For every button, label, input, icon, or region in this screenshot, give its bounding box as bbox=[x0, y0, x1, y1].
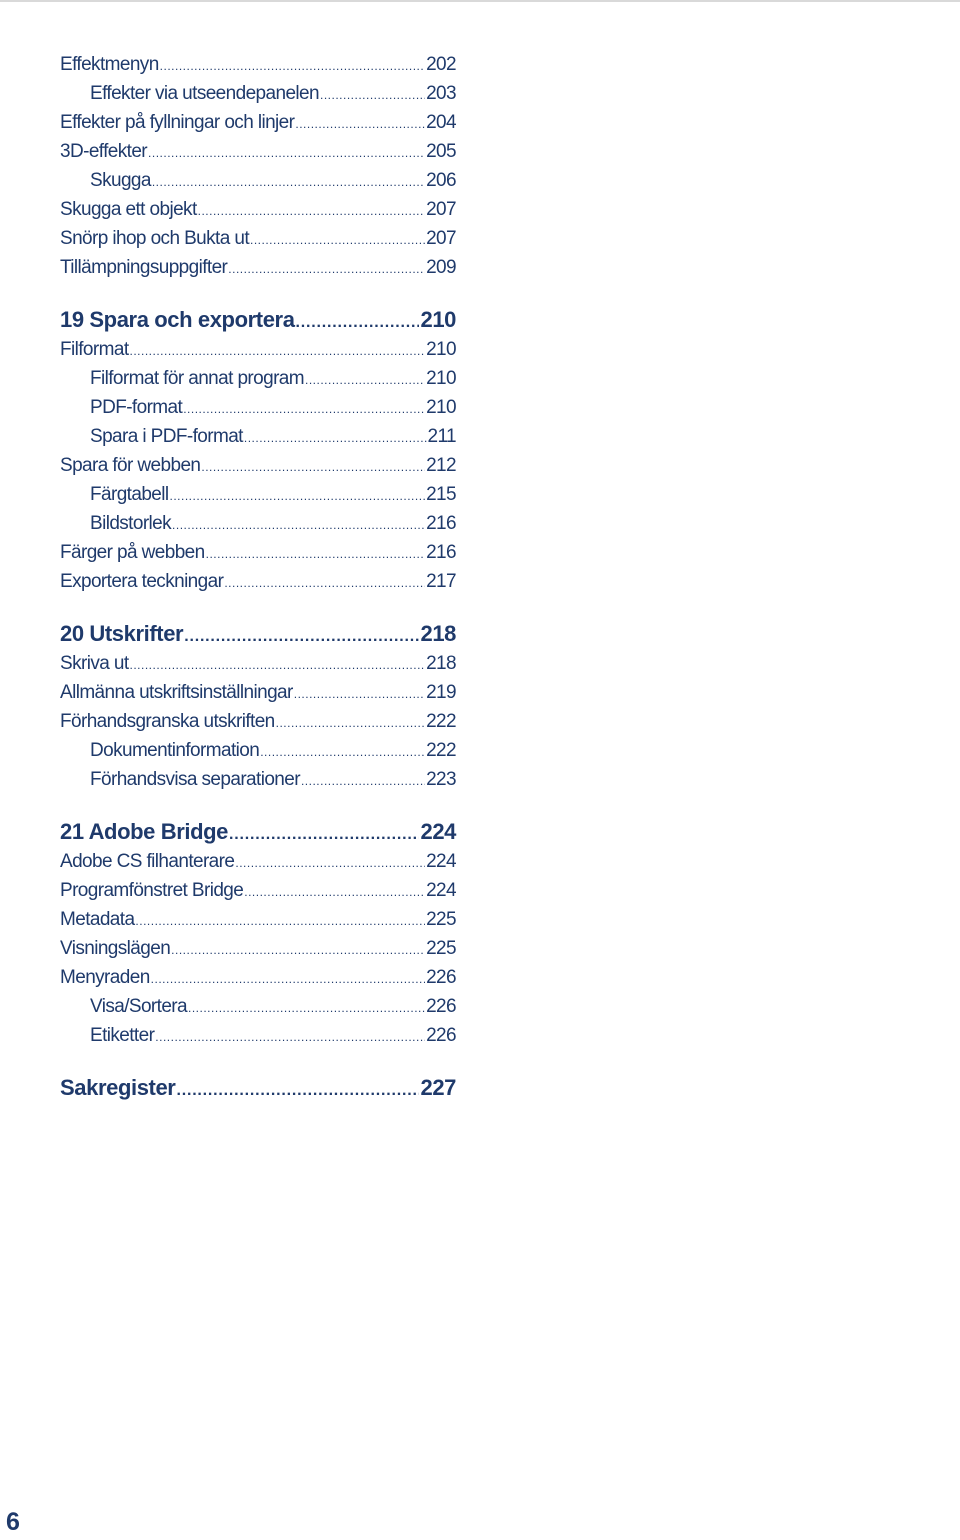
toc-entry[interactable] bbox=[60, 847, 456, 876]
toc-entry-label: Programfönstret Bridge bbox=[60, 880, 244, 901]
toc-leader-dots bbox=[170, 480, 426, 511]
toc-entry[interactable] bbox=[60, 422, 456, 451]
toc-leader-dots bbox=[301, 765, 425, 796]
toc-entry[interactable] bbox=[60, 253, 456, 282]
toc-entry-label: Filformat för annat program bbox=[90, 368, 304, 389]
toc-entry-page: 209 bbox=[426, 257, 456, 278]
toc-entry-label: Menyraden bbox=[60, 967, 150, 988]
toc-entry[interactable] bbox=[60, 108, 456, 137]
toc-entry-page: 207 bbox=[426, 199, 456, 220]
toc-entry-page: 223 bbox=[426, 769, 456, 790]
toc-entry[interactable] bbox=[60, 934, 456, 963]
toc-entry-label: Effekter på fyllningar och linjer bbox=[60, 112, 295, 133]
toc-chapter[interactable] bbox=[60, 304, 456, 335]
toc-entry[interactable] bbox=[60, 393, 456, 422]
toc-leader-dots bbox=[276, 707, 425, 738]
toc-entry-page: 225 bbox=[426, 909, 456, 930]
toc-entry-label: Skugga bbox=[90, 170, 151, 191]
toc-leader-dots bbox=[305, 364, 425, 395]
toc-entry-page: 218 bbox=[426, 653, 456, 674]
toc-entry[interactable] bbox=[60, 166, 456, 195]
toc-entry-page: 203 bbox=[426, 83, 456, 104]
toc-entry-page: 210 bbox=[426, 397, 456, 418]
toc-entry-label: 19 Spara och exportera bbox=[60, 307, 295, 332]
toc-entry[interactable] bbox=[60, 876, 456, 905]
toc-entry-label: Exportera teckningar bbox=[60, 571, 224, 592]
top-rule bbox=[0, 0, 960, 2]
toc-entry-label: Tillämpningsuppgifter bbox=[60, 257, 228, 278]
toc-leader-dots bbox=[155, 1021, 425, 1052]
toc-entry-page: 226 bbox=[426, 1025, 456, 1046]
toc-entry-page: 205 bbox=[426, 141, 456, 162]
toc-entry-label: Färgtabell bbox=[90, 484, 169, 505]
toc-entry-page: 226 bbox=[426, 967, 456, 988]
toc-entry-label: Etiketter bbox=[90, 1025, 155, 1046]
toc-entry[interactable] bbox=[60, 992, 456, 1021]
toc-entry[interactable] bbox=[60, 224, 456, 253]
toc-chapter[interactable] bbox=[60, 816, 456, 847]
toc-entry[interactable] bbox=[60, 364, 456, 393]
toc-chapter[interactable] bbox=[60, 618, 456, 649]
toc-leader-dots bbox=[228, 253, 425, 284]
toc-entry-page: 224 bbox=[426, 851, 456, 872]
toc-entry[interactable] bbox=[60, 335, 456, 364]
toc-entry-page: 215 bbox=[426, 484, 456, 505]
toc-entry-page: 202 bbox=[426, 54, 456, 75]
toc-entry[interactable] bbox=[60, 509, 456, 538]
toc-entry[interactable] bbox=[60, 707, 456, 736]
toc-leader-dots bbox=[135, 905, 425, 936]
toc-chapter[interactable] bbox=[60, 1072, 456, 1103]
toc-entry[interactable] bbox=[60, 50, 456, 79]
toc-entry-label: Visningslägen bbox=[60, 938, 171, 959]
toc-entry-label: Bildstorlek bbox=[90, 513, 172, 534]
toc-entry-page: 227 bbox=[420, 1075, 456, 1100]
toc-entry[interactable] bbox=[60, 137, 456, 166]
toc-entry[interactable] bbox=[60, 678, 456, 707]
toc-leader-dots bbox=[184, 618, 419, 652]
table-of-contents bbox=[60, 50, 456, 1103]
toc-leader-dots bbox=[206, 538, 425, 569]
toc-leader-dots bbox=[183, 393, 425, 424]
toc-leader-dots bbox=[130, 335, 426, 366]
toc-entry[interactable] bbox=[60, 649, 456, 678]
toc-entry-page: 218 bbox=[420, 621, 456, 646]
toc-leader-dots bbox=[250, 224, 425, 255]
toc-leader-dots bbox=[295, 108, 425, 139]
toc-entry-label: Spara för webben bbox=[60, 455, 201, 476]
toc-entry[interactable] bbox=[60, 765, 456, 794]
toc-entry-page: 216 bbox=[426, 513, 456, 534]
toc-entry-page: 204 bbox=[426, 112, 456, 133]
toc-entry-page: 210 bbox=[420, 307, 456, 332]
toc-entry-label: PDF-format bbox=[90, 397, 183, 418]
toc-leader-dots bbox=[151, 963, 425, 994]
toc-entry-label: Visa/Sortera bbox=[90, 996, 188, 1017]
toc-leader-dots bbox=[160, 50, 425, 81]
toc-leader-dots bbox=[244, 422, 427, 453]
toc-leader-dots bbox=[130, 649, 426, 680]
toc-leader-dots bbox=[320, 79, 425, 110]
toc-entry-page: 222 bbox=[426, 740, 456, 761]
page-number: 6 bbox=[6, 1508, 20, 1536]
toc-entry-label: Dokumentinformation bbox=[90, 740, 260, 761]
toc-leader-dots bbox=[235, 847, 425, 878]
toc-leader-dots bbox=[152, 166, 425, 197]
toc-entry-label: Förhandsgranska utskriften bbox=[60, 711, 275, 732]
toc-entry-label: Effekter via utseendepanelen bbox=[90, 83, 319, 104]
toc-entry-label: Effektmenyn bbox=[60, 54, 159, 75]
toc-leader-dots bbox=[296, 304, 420, 338]
toc-entry[interactable] bbox=[60, 451, 456, 480]
toc-entry-label: Sakregister bbox=[60, 1075, 176, 1100]
toc-leader-dots bbox=[148, 137, 425, 168]
toc-entry-page: 212 bbox=[426, 455, 456, 476]
toc-leader-dots bbox=[260, 736, 425, 767]
toc-entry[interactable] bbox=[60, 963, 456, 992]
toc-entry-label: 21 Adobe Bridge bbox=[60, 819, 228, 844]
toc-entry-page: 219 bbox=[426, 682, 456, 703]
toc-entry-page: 207 bbox=[426, 228, 456, 249]
toc-entry[interactable] bbox=[60, 1021, 456, 1050]
toc-entry-label: Allmänna utskriftsinställningar bbox=[60, 682, 293, 703]
toc-entry-label: 20 Utskrifter bbox=[60, 621, 184, 646]
toc-entry[interactable] bbox=[60, 905, 456, 934]
toc-leader-dots bbox=[171, 934, 425, 965]
toc-entry-label: Snörp ihop och Bukta ut bbox=[60, 228, 250, 249]
toc-entry[interactable] bbox=[60, 736, 456, 765]
toc-entry-page: 222 bbox=[426, 711, 456, 732]
toc-entry-page: 217 bbox=[426, 571, 456, 592]
toc-entry-page: 225 bbox=[426, 938, 456, 959]
toc-leader-dots bbox=[201, 451, 425, 482]
toc-entry[interactable] bbox=[60, 195, 456, 224]
toc-entry-page: 216 bbox=[426, 542, 456, 563]
toc-leader-dots bbox=[229, 816, 419, 850]
toc-entry[interactable] bbox=[60, 480, 456, 509]
toc-entry-label: Adobe CS filhanterare bbox=[60, 851, 235, 872]
toc-entry-label: 3D-effekter bbox=[60, 141, 148, 162]
toc-leader-dots bbox=[244, 876, 425, 907]
toc-leader-dots bbox=[188, 992, 425, 1023]
toc-entry-page: 210 bbox=[426, 339, 456, 360]
toc-leader-dots bbox=[294, 678, 425, 709]
toc-entry[interactable] bbox=[60, 538, 456, 567]
toc-entry[interactable] bbox=[60, 567, 456, 596]
toc-leader-dots bbox=[224, 567, 425, 598]
toc-entry-page: 206 bbox=[426, 170, 456, 191]
toc-entry-label: Filformat bbox=[60, 339, 129, 360]
toc-entry-label: Metadata bbox=[60, 909, 135, 930]
toc-leader-dots bbox=[198, 195, 425, 226]
toc-leader-dots bbox=[176, 1072, 419, 1106]
toc-entry[interactable] bbox=[60, 79, 456, 108]
toc-entry-page: 211 bbox=[427, 426, 456, 447]
toc-entry-label: Skriva ut bbox=[60, 653, 129, 674]
toc-entry-page: 224 bbox=[426, 880, 456, 901]
toc-entry-page: 226 bbox=[426, 996, 456, 1017]
toc-entry-label: Förhandsvisa separationer bbox=[90, 769, 300, 790]
toc-entry-label: Spara i PDF-format bbox=[90, 426, 243, 447]
toc-entry-page: 224 bbox=[420, 819, 456, 844]
toc-leader-dots bbox=[172, 509, 425, 540]
toc-entry-label: Färger på webben bbox=[60, 542, 205, 563]
toc-entry-page: 210 bbox=[426, 368, 456, 389]
toc-entry-label: Skugga ett objekt bbox=[60, 199, 197, 220]
